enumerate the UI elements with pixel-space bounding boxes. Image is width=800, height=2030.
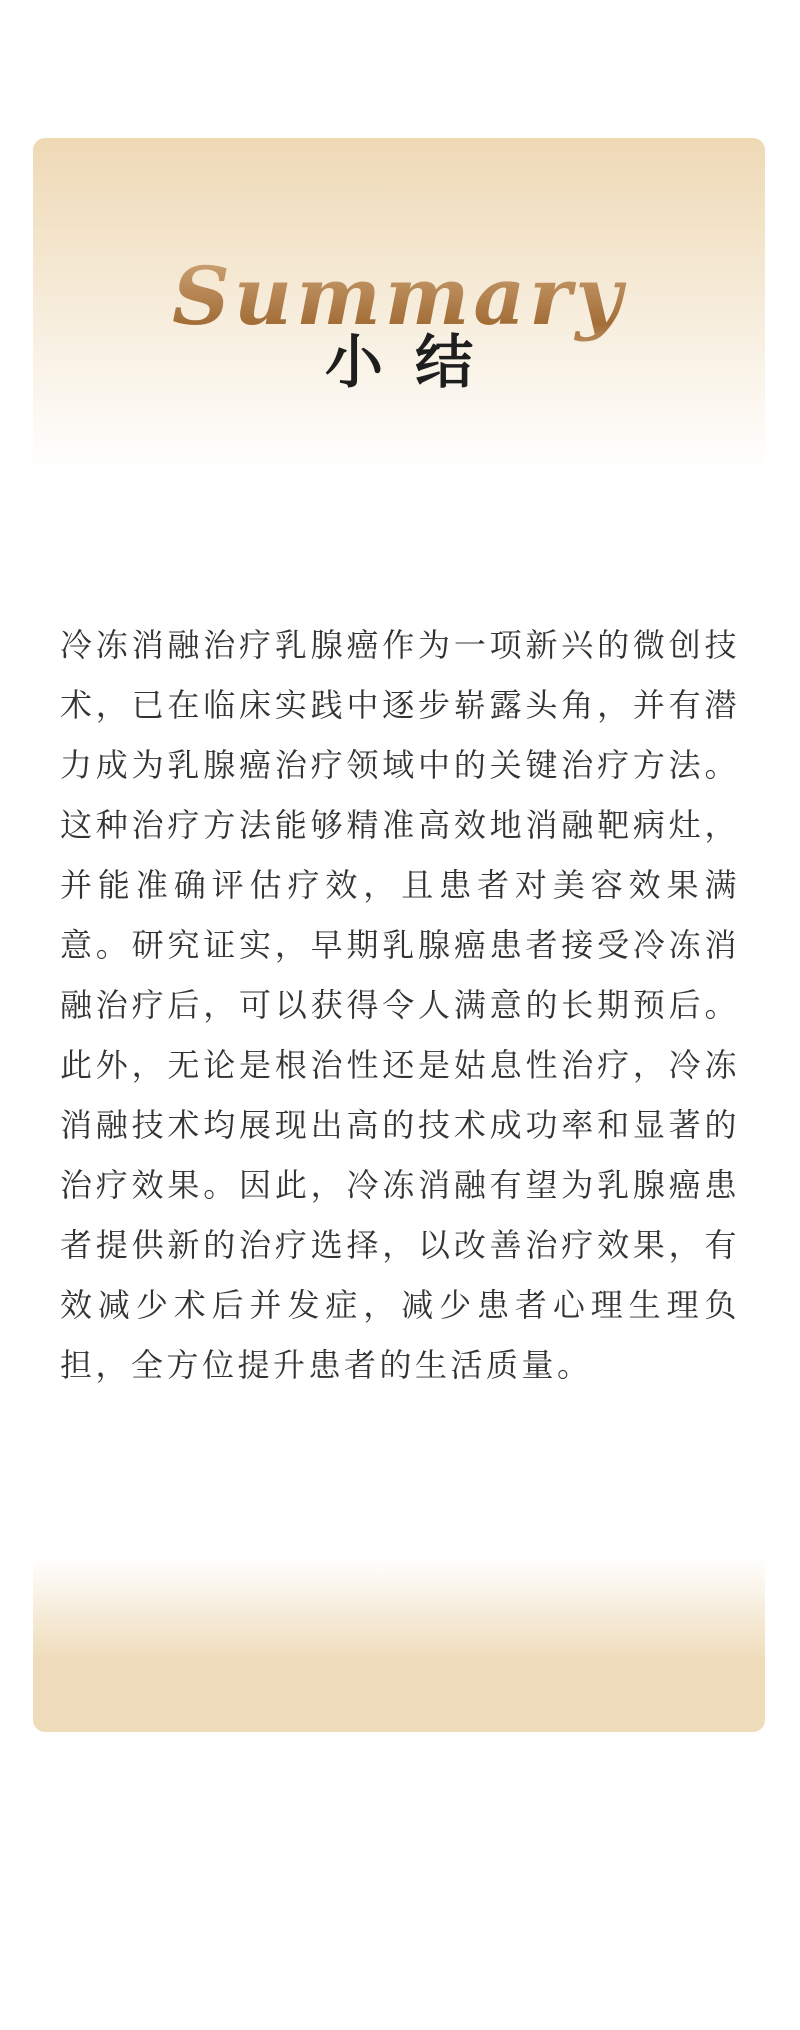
summary-title-chinese: 小 结	[324, 328, 474, 396]
summary-card	[33, 138, 765, 1732]
summary-paragraph: 冷冻消融治疗乳腺癌作为一项新兴的微创技术，已在临床实践中逐步崭露头角，并有潜力成为乳腺癌治疗领域中的关键治疗方法。这种治疗方法能够精准高效地消融靶病灶，并能准确评估疗效，且患者对美容效果满意。研究证实，早期乳腺癌患者接受冷冻消融治疗后，可以获得令人满意的长期预后。此外，无论是根治性还是姑息性治疗，冷冻消融技术均展现出高的技术成功率和显著的治疗效果。因此，冷冻消融有望为乳腺癌患者提供新的治疗选择，以改善治疗效果，有效减少术后并发症，减少患者心理生理负担，全方位提升患者的生活质量。	[60, 627, 740, 1383]
summary-title-english: Summary	[33, 246, 765, 346]
